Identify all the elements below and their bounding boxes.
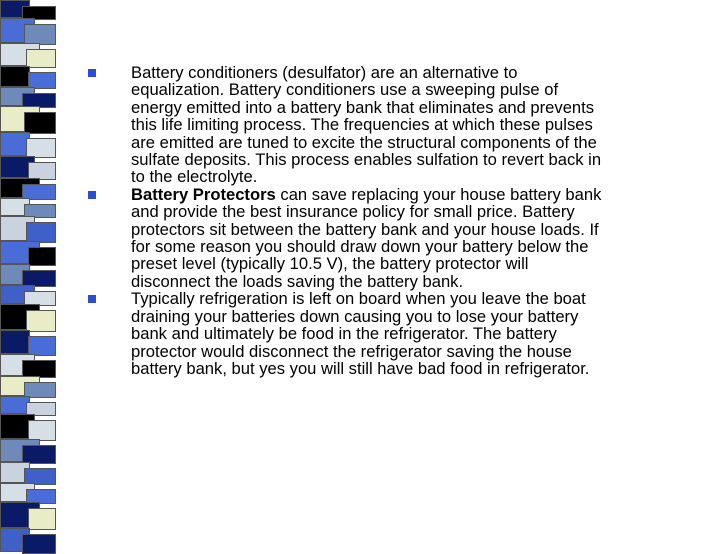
- line: equalization. Battery conditioners use a sweeping pulse of: [131, 80, 559, 100]
- line: protector would disconnect the refrigerator saving the house: [131, 341, 572, 361]
- line-rest: can save replacing your house battery bank: [275, 184, 602, 204]
- line: preset level (typically 10.5 V), the battery protector will: [131, 254, 529, 274]
- line: disconnect the loads saving the battery bank.: [131, 271, 464, 291]
- bullet-item-conditioners: [85, 64, 710, 186]
- square-bullet-icon: [88, 295, 96, 303]
- line: sulfate deposits. This process enables sulfation to revert back in: [131, 150, 602, 170]
- stripe-block: [0, 330, 30, 354]
- stripe-block: [26, 222, 56, 243]
- line: Typically refrigeration is left on board when you leave the boat: [131, 289, 586, 309]
- stripe-block: [28, 420, 56, 441]
- line: are emitted are tuned to excite the structural components of the: [131, 132, 597, 152]
- stripe-block: [22, 534, 56, 554]
- square-bullet-icon: [88, 191, 96, 199]
- stripe-block: [26, 49, 56, 68]
- bullet-item-refrigeration: [85, 290, 710, 377]
- line: protectors sit between the battery bank and your house loads. If: [131, 219, 599, 239]
- line: energy emitted into a battery bank that eliminates and prevents: [131, 97, 595, 117]
- bullet-item-protectors: [85, 186, 710, 290]
- line: draining your batteries down causing you to lose your battery: [131, 306, 579, 326]
- stripe-block: [0, 66, 30, 87]
- stripe-block: [28, 247, 56, 266]
- line: [131, 186, 710, 203]
- line: battery bank, but yes you will still have bad food in refrigerator.: [131, 358, 590, 378]
- square-bullet-icon: [88, 69, 96, 77]
- stripe-block: [26, 138, 56, 158]
- stripe-block: [26, 310, 56, 332]
- line: to the electrolyte.: [131, 167, 258, 187]
- bullet-list: [85, 64, 710, 377]
- decorative-stripe: [0, 0, 62, 540]
- line: bank and ultimately be food in the refrigerator. The battery: [131, 324, 557, 344]
- bold-lead: Battery Protectors: [131, 184, 276, 204]
- stripe-block: [24, 112, 56, 134]
- line: this life limiting process. The frequencies at which these pulses: [131, 115, 593, 135]
- line: and provide the best insurance policy for small price. Battery: [131, 202, 575, 222]
- line: for some reason you should draw down your battery below the: [131, 237, 589, 257]
- stripe-block: [24, 24, 56, 45]
- stripe-block: [28, 336, 56, 356]
- line: Battery conditioners (desulfator) are an alternative to: [131, 63, 518, 82]
- stripe-block: [28, 508, 56, 530]
